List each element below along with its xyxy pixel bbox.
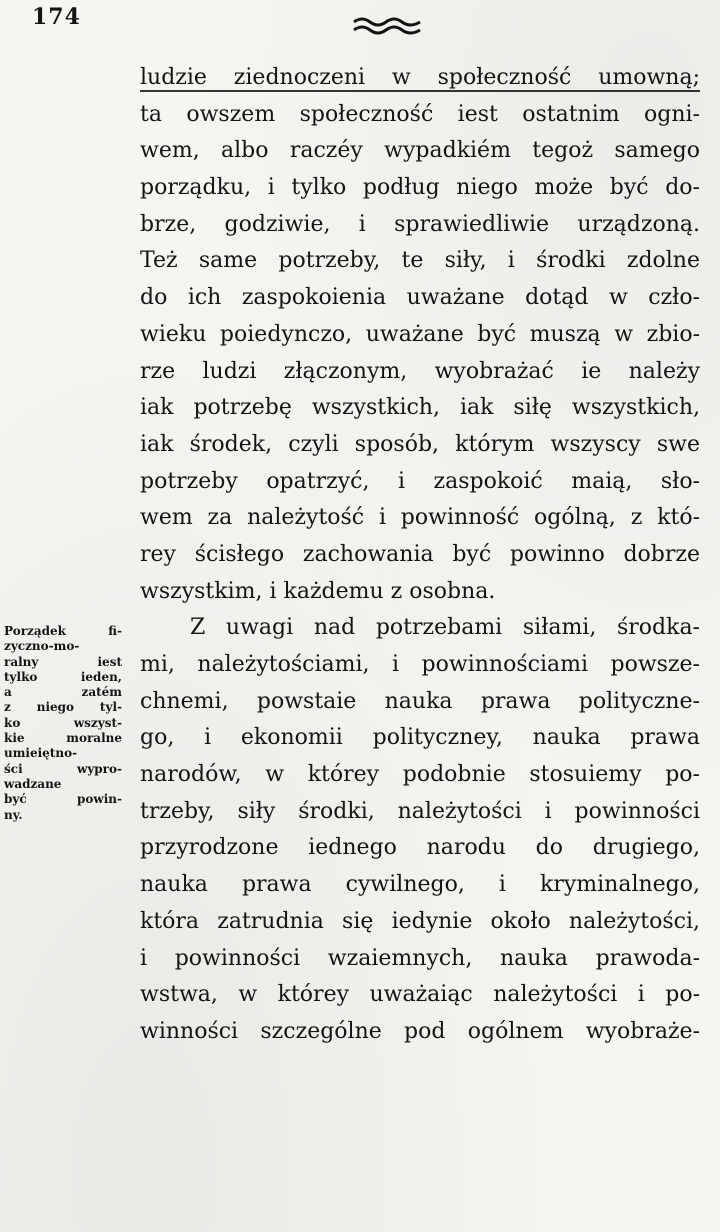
margin-note-line: ny. (4, 807, 23, 822)
margin-note-line: zyczno-mo- (4, 639, 80, 654)
text-line-content: ludzie ziednoczeni w społeczność umowną; (140, 65, 700, 90)
text-line: Też same potrzeby, te siły, i środki zdolne (140, 248, 700, 274)
page-number: 174 (32, 4, 81, 30)
text-line: brze, godziwie, i sprawiedliwie urządzoną. (140, 211, 700, 237)
text-line: i powinności wzaiemnych, nauka prawoda- (140, 945, 700, 971)
text-line: rey ścisłego zachowania być powinno dobrze (140, 541, 700, 567)
text-line: iak środek, czyli sposób, którym wszyscy swe (140, 431, 700, 457)
margin-note-line: ści wypro- (4, 761, 122, 776)
text-line: porządku, i tylko podług niego może być do- (140, 175, 700, 201)
text-line: ta owszem społeczność iest ostatnim ogni- (140, 101, 700, 127)
margin-note-line: a zatém (4, 685, 122, 700)
body-text (140, 60, 700, 1051)
margin-note-line: być powin- (4, 792, 122, 807)
text-line: która zatrudnia się iedynie około należytości, (140, 908, 700, 934)
margin-note-line: umieiętno- (4, 746, 78, 761)
text-line: wszystkim, i każdemu z osobna. (140, 578, 496, 604)
text-line: go, i ekonomii polityczney, nauka prawa (140, 725, 700, 751)
text-line: wieku poiedynczo, uważane być muszą w zbio- (140, 321, 700, 347)
margin-note (4, 624, 122, 823)
wavy-rule-ornament (352, 14, 422, 38)
text-line: chnemi, powstaie nauka prawa polityczne- (140, 688, 700, 714)
margin-note-line: Porządek fi- (4, 624, 122, 638)
text-line: wem, albo raczéy wypadkiém tegoż samego (140, 138, 700, 164)
margin-note-line: tylko ieden, (4, 669, 122, 684)
text-line: nauka prawa cywilnego, i kryminalnego, (140, 872, 700, 898)
text-line (140, 60, 700, 97)
text-line: trzeby, siły środki, należytości i powinności (140, 798, 700, 824)
text-line: rze ludzi złączonym, wyobrażać ie należy (140, 358, 700, 384)
text-line: potrzeby opatrzyć, i zaspokoić maią, sło- (140, 468, 700, 494)
text-line: mi, należytościami, i powinnościami powsze- (140, 652, 700, 677)
paragraph-start-line: Z uwagi nad potrzebami siłami, środka- (190, 615, 700, 641)
text-line: wstwa, w którey uważaiąc należytości i po- (140, 982, 700, 1008)
margin-note-line: ralny iest (4, 654, 122, 669)
margin-note-line: kie moralne (4, 731, 122, 746)
text-line: iak potrzebę wszystkich, iak siłę wszystkich, (140, 395, 700, 421)
text-line: przyrodzone iednego narodu do drugiego, (140, 835, 700, 861)
text-line: winności szczególne pod ogólnem wyobraże- (140, 1018, 700, 1044)
margin-note-line: z niego tyl- (4, 700, 122, 715)
text-line: do ich zaspokoienia uważane dotąd w czło- (140, 285, 700, 311)
text-line: narodów, w którey podobnie stosuiemy po- (140, 762, 700, 788)
margin-note-line: ko wszyst- (4, 715, 122, 730)
text-line: wem za należytość i powinność ogólną, z któ- (140, 505, 700, 531)
margin-note-line: wadzane (4, 776, 62, 791)
